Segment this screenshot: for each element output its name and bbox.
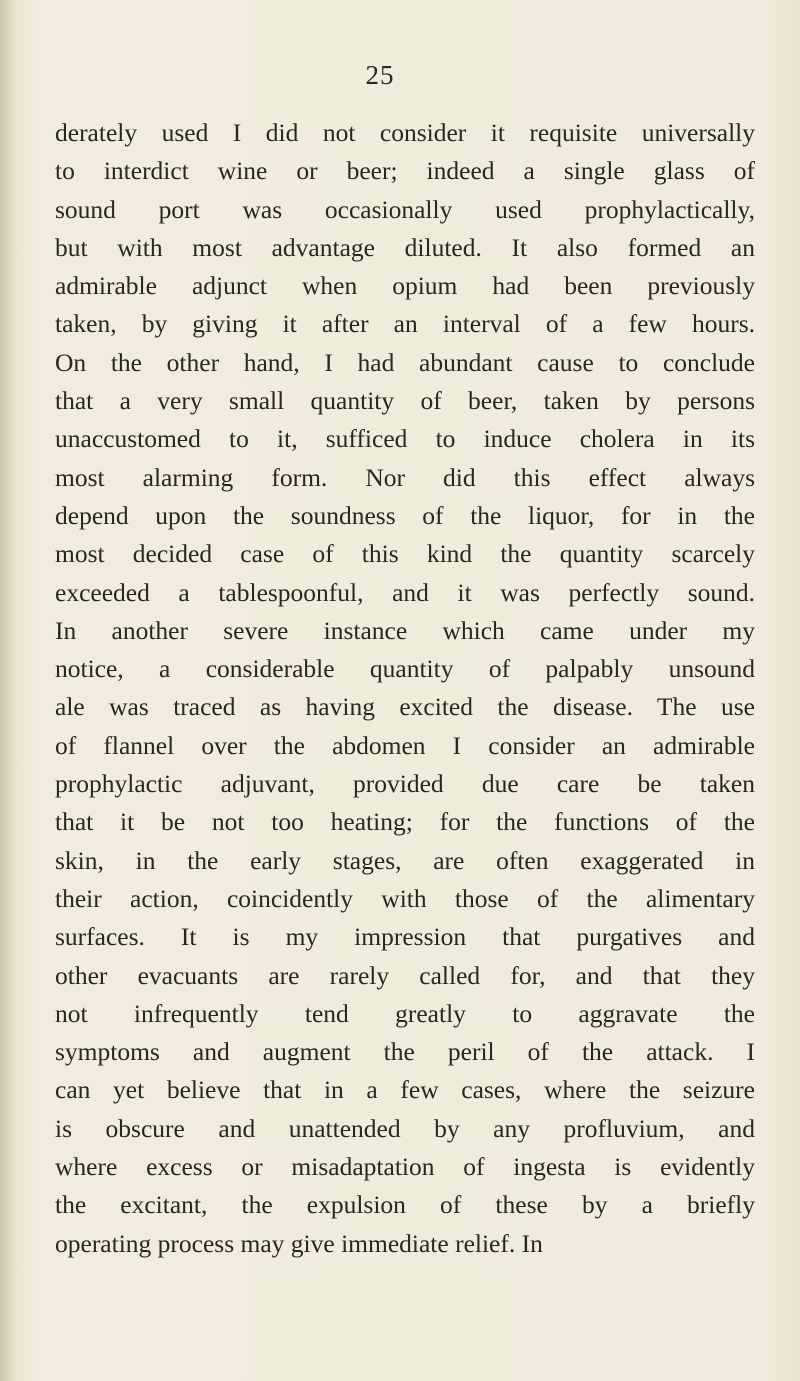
text-line: to interdict wine or beer; indeed a single glass of [55,156,755,186]
text-line: most decided case of this kind the quantity scarcely [55,539,755,569]
text-line: the excitant, the expulsion of these by a briefly [55,1190,755,1220]
text-line: notice, a considerable quantity of palpably unsound [55,654,755,684]
text-line: that a very small quantity of beer, taken by persons [55,386,755,416]
text-line: surfaces. It is my impression that purgatives and [55,922,755,952]
text-line: exceeded a tablespoonful, and it was perfectly sound. [55,577,755,607]
text-line: On the other hand, I had abundant cause to conclude [55,347,755,377]
text-line: ale was traced as having excited the disease. The use [55,692,755,722]
text-line: operating process may give immediate relief. In [55,1228,543,1258]
text-line: of flannel over the abdomen I consider an admirable [55,730,755,760]
text-line: In another severe instance which came under my [55,615,755,645]
text-line: but with most advantage diluted. It also formed an [55,232,755,262]
text-line: taken, by giving it after an interval of a few hours. [55,309,755,339]
text-line: where excess or misadaptation of ingesta is evidently [55,1152,755,1182]
text-line: admirable adjunct when opium had been previously [55,271,755,301]
text-line: derately used I did not consider it requisite universally [55,118,755,147]
page-number: 25 [365,60,395,90]
text-line: that it be not too heating; for the functions of the [55,807,755,837]
text-line: prophylactic adjuvant, provided due care be taken [55,769,755,799]
text-line: sound port was occasionally used prophylactically, [55,194,755,224]
text-line: is obscure and unattended by any profluvium, and [55,1113,755,1143]
text-line: unaccustomed to it, sufficed to induce cholera in its [55,424,755,454]
body-text [55,114,755,1263]
text-line: symptoms and augment the peril of the attack. I [55,1037,755,1067]
text-line: not infrequently tend greatly to aggravate the [55,998,755,1028]
text-line: their action, coincidently with those of the alimentary [55,883,755,913]
text-line: depend upon the soundness of the liquor, for in the [55,500,755,530]
text-line: other evacuants are rarely called for, and that they [55,960,755,990]
binding-gutter-shadow [0,0,14,1381]
text-line: skin, in the early stages, are often exaggerated in [55,845,755,875]
text-line: most alarming form. Nor did this effect always [55,462,755,492]
text-line: can yet believe that in a few cases, where the seizure [55,1075,755,1105]
